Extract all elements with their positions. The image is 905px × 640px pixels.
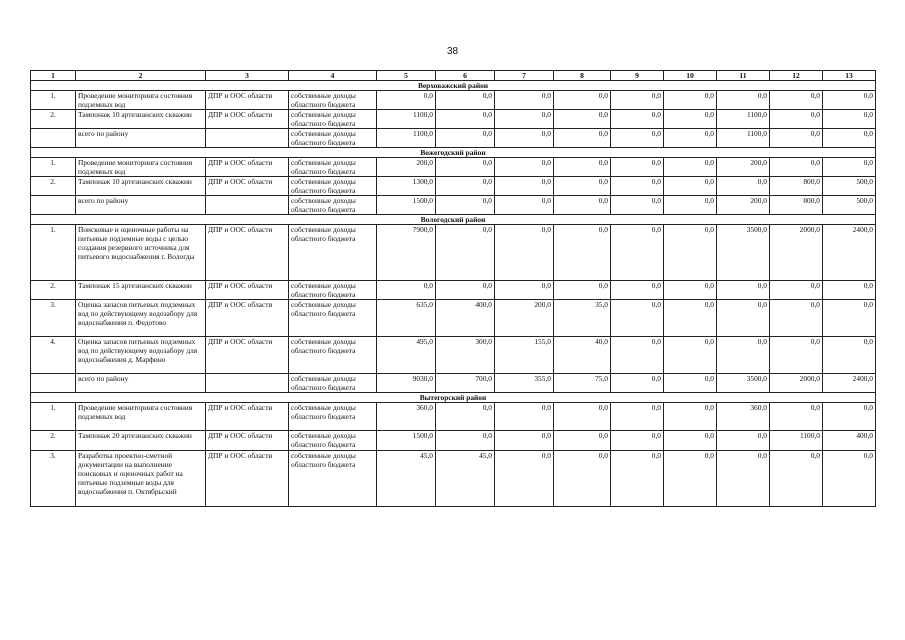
amount-cell: 0,0 [664, 129, 717, 148]
amount-cell: 0,0 [664, 300, 717, 337]
amount-cell: 1100,0 [717, 129, 770, 148]
amount-cell: 0,0 [554, 158, 611, 177]
funding-source: собственные доходы областного бюджета [289, 177, 377, 196]
amount-cell: 0,0 [611, 196, 664, 215]
amount-cell: 0,0 [436, 91, 495, 110]
amount-cell: 0,0 [664, 110, 717, 129]
amount-cell: 0,0 [611, 158, 664, 177]
activity-description: Поисковые и оценочные работы на питьевые подземные воды с целью создания резервного источника для питьевого водоснабжения г. Вологды [76, 225, 206, 281]
amount-cell: 2000,0 [770, 225, 823, 281]
executor: ДПР и ООС области [206, 91, 289, 110]
amount-cell: 0,0 [717, 337, 770, 374]
amount-cell: 0,0 [664, 91, 717, 110]
activity-description: Проведение мониторинга состояния подземных вод [76, 158, 206, 177]
amount-cell: 3500,0 [717, 225, 770, 281]
amount-cell: 0,0 [611, 281, 664, 300]
row-number: 2. [31, 281, 76, 300]
amount-cell: 0,0 [554, 403, 611, 431]
funding-source: собственные доходы областного бюджета [289, 196, 377, 215]
amount-cell: 400,0 [436, 300, 495, 337]
activity-description: всего по району [76, 196, 206, 215]
activity-description: Проведение мониторинга состояния подземных вод [76, 91, 206, 110]
executor: ДПР и ООС области [206, 431, 289, 451]
funding-source: собственные доходы областного бюджета [289, 431, 377, 451]
column-header-row [31, 71, 876, 81]
row-number: 1. [31, 91, 76, 110]
funding-source: собственные доходы областного бюджета [289, 281, 377, 300]
row-number [31, 374, 76, 393]
funding-source: собственные доходы областного бюджета [289, 451, 377, 507]
column-header: 3 [206, 71, 289, 81]
column-header: 11 [717, 71, 770, 81]
amount-cell: 0,0 [823, 451, 876, 507]
funding-source: собственные доходы областного бюджета [289, 403, 377, 431]
amount-cell: 155,0 [495, 337, 554, 374]
amount-cell: 0,0 [823, 403, 876, 431]
district-header-row [31, 215, 876, 225]
amount-cell: 0,0 [770, 91, 823, 110]
amount-cell: 200,0 [377, 158, 436, 177]
activity-description: Разработка проектно-сметной документации на выполнение поисковых и оценочных работ на питьевые подземные воды для водоснабжения п. Октябрьский [76, 451, 206, 507]
amount-cell: 0,0 [611, 431, 664, 451]
amount-cell: 0,0 [495, 177, 554, 196]
amount-cell: 700,0 [436, 374, 495, 393]
amount-cell: 0,0 [611, 337, 664, 374]
activity-description: всего по району [76, 374, 206, 393]
amount-cell: 0,0 [611, 300, 664, 337]
row-number: 1. [31, 158, 76, 177]
amount-cell: 0,0 [377, 281, 436, 300]
column-header: 12 [770, 71, 823, 81]
amount-cell: 45,0 [377, 451, 436, 507]
column-header: 9 [611, 71, 664, 81]
amount-cell: 0,0 [770, 403, 823, 431]
amount-cell: 0,0 [554, 225, 611, 281]
funding-source: собственные доходы областного бюджета [289, 129, 377, 148]
amount-cell: 0,0 [495, 225, 554, 281]
table-row [31, 110, 876, 129]
table-row [31, 337, 876, 374]
amount-cell: 0,0 [823, 281, 876, 300]
amount-cell: 0,0 [770, 300, 823, 337]
column-header: 2 [76, 71, 206, 81]
amount-cell: 0,0 [717, 91, 770, 110]
activity-description: Тампонаж 10 артезианских скважин [76, 110, 206, 129]
table-row [31, 91, 876, 110]
row-number: 2. [31, 177, 76, 196]
activity-description: Тампонаж 20 артезианских скважин [76, 431, 206, 451]
amount-cell: 0,0 [554, 129, 611, 148]
amount-cell: 0,0 [717, 451, 770, 507]
amount-cell: 1100,0 [770, 431, 823, 451]
amount-cell: 0,0 [664, 403, 717, 431]
executor: ДПР и ООС области [206, 177, 289, 196]
funding-source: собственные доходы областного бюджета [289, 374, 377, 393]
amount-cell: 0,0 [554, 196, 611, 215]
amount-cell: 0,0 [664, 225, 717, 281]
amount-cell: 0,0 [495, 403, 554, 431]
amount-cell: 0,0 [823, 110, 876, 129]
activity-description: Тампонаж 10 артезианских скважин [76, 177, 206, 196]
table-row [31, 431, 876, 451]
executor [206, 196, 289, 215]
table-row [31, 281, 876, 300]
amount-cell: 0,0 [436, 110, 495, 129]
row-number: 3. [31, 300, 76, 337]
amount-cell: 0,0 [436, 431, 495, 451]
amount-cell: 0,0 [495, 158, 554, 177]
amount-cell: 0,0 [436, 129, 495, 148]
amount-cell: 0,0 [495, 431, 554, 451]
amount-cell: 1100,0 [717, 110, 770, 129]
amount-cell: 0,0 [823, 158, 876, 177]
executor: ДПР и ООС области [206, 403, 289, 431]
table-row [31, 177, 876, 196]
row-number: 4. [31, 337, 76, 374]
table-row [31, 300, 876, 337]
amount-cell: 0,0 [664, 281, 717, 300]
amount-cell: 0,0 [717, 431, 770, 451]
amount-cell: 360,0 [717, 403, 770, 431]
row-number: 1. [31, 403, 76, 431]
column-header: 8 [554, 71, 611, 81]
amount-cell: 35,0 [554, 300, 611, 337]
executor: ДПР и ООС области [206, 158, 289, 177]
amount-cell: 0,0 [554, 451, 611, 507]
amount-cell: 0,0 [611, 374, 664, 393]
amount-cell: 0,0 [554, 110, 611, 129]
executor: ДПР и ООС области [206, 300, 289, 337]
amount-cell: 0,0 [823, 300, 876, 337]
amount-cell: 0,0 [554, 177, 611, 196]
budget-table [30, 70, 876, 507]
amount-cell: 0,0 [495, 196, 554, 215]
amount-cell: 0,0 [554, 281, 611, 300]
amount-cell: 1300,0 [377, 177, 436, 196]
amount-cell: 800,0 [770, 196, 823, 215]
table-row [31, 158, 876, 177]
funding-source: собственные доходы областного бюджета [289, 337, 377, 374]
amount-cell: 500,0 [823, 196, 876, 215]
amount-cell: 0,0 [611, 129, 664, 148]
amount-cell: 0,0 [436, 158, 495, 177]
row-number [31, 129, 76, 148]
amount-cell: 0,0 [664, 431, 717, 451]
amount-cell: 0,0 [436, 281, 495, 300]
amount-cell: 0,0 [611, 91, 664, 110]
executor: ДПР и ООС области [206, 110, 289, 129]
executor [206, 129, 289, 148]
column-header: 5 [377, 71, 436, 81]
amount-cell: 200,0 [495, 300, 554, 337]
table-row [31, 374, 876, 393]
amount-cell: 0,0 [664, 177, 717, 196]
amount-cell: 0,0 [823, 129, 876, 148]
amount-cell: 45,0 [436, 451, 495, 507]
table-row [31, 225, 876, 281]
amount-cell: 355,0 [495, 374, 554, 393]
table-row [31, 451, 876, 507]
executor: ДПР и ООС области [206, 225, 289, 281]
amount-cell: 0,0 [495, 91, 554, 110]
amount-cell: 0,0 [823, 91, 876, 110]
amount-cell: 400,0 [823, 431, 876, 451]
amount-cell: 2000,0 [770, 374, 823, 393]
amount-cell: 3500,0 [717, 374, 770, 393]
amount-cell: 0,0 [664, 158, 717, 177]
column-header: 6 [436, 71, 495, 81]
amount-cell: 9030,0 [377, 374, 436, 393]
amount-cell: 200,0 [717, 158, 770, 177]
amount-cell: 0,0 [770, 337, 823, 374]
amount-cell: 0,0 [664, 196, 717, 215]
amount-cell: 75,0 [554, 374, 611, 393]
row-number [31, 196, 76, 215]
activity-description: Оценка запасов питьевых подземных вод по действующему водозабору для водоснабжения п. Федотово [76, 300, 206, 337]
district-name: Верховажский район [31, 81, 876, 91]
district-header-row [31, 393, 876, 403]
table-row [31, 129, 876, 148]
amount-cell: 0,0 [495, 129, 554, 148]
funding-source: собственные доходы областного бюджета [289, 300, 377, 337]
amount-cell: 0,0 [664, 451, 717, 507]
amount-cell: 0,0 [770, 129, 823, 148]
column-header: 1 [31, 71, 76, 81]
row-number: 1. [31, 225, 76, 281]
amount-cell: 0,0 [717, 300, 770, 337]
activity-description: Проведение мониторинга состояния подземных вод [76, 403, 206, 431]
column-header: 7 [495, 71, 554, 81]
amount-cell: 0,0 [611, 451, 664, 507]
activity-description: всего по району [76, 129, 206, 148]
amount-cell: 0,0 [611, 403, 664, 431]
row-number: 3. [31, 451, 76, 507]
amount-cell: 0,0 [495, 110, 554, 129]
amount-cell: 0,0 [611, 225, 664, 281]
amount-cell: 7900,0 [377, 225, 436, 281]
amount-cell: 360,0 [377, 403, 436, 431]
amount-cell: 200,0 [717, 196, 770, 215]
amount-cell: 300,0 [436, 337, 495, 374]
executor: ДПР и ООС области [206, 337, 289, 374]
amount-cell: 0,0 [436, 196, 495, 215]
amount-cell: 0,0 [495, 451, 554, 507]
amount-cell: 635,0 [377, 300, 436, 337]
funding-source: собственные доходы областного бюджета [289, 225, 377, 281]
amount-cell: 0,0 [664, 337, 717, 374]
district-header-row [31, 81, 876, 91]
funding-source: собственные доходы областного бюджета [289, 91, 377, 110]
amount-cell: 0,0 [611, 110, 664, 129]
funding-source: собственные доходы областного бюджета [289, 110, 377, 129]
executor: ДПР и ООС области [206, 281, 289, 300]
amount-cell: 0,0 [554, 431, 611, 451]
activity-description: Тампонаж 15 артезианских скважин [76, 281, 206, 300]
amount-cell: 0,0 [770, 281, 823, 300]
amount-cell: 0,0 [554, 91, 611, 110]
district-name: Вожегодский район [31, 148, 876, 158]
amount-cell: 0,0 [611, 177, 664, 196]
executor [206, 374, 289, 393]
column-header: 10 [664, 71, 717, 81]
amount-cell: 0,0 [436, 403, 495, 431]
district-header-row [31, 148, 876, 158]
amount-cell: 0,0 [436, 177, 495, 196]
amount-cell: 495,0 [377, 337, 436, 374]
column-header: 13 [823, 71, 876, 81]
amount-cell: 0,0 [664, 374, 717, 393]
amount-cell: 0,0 [770, 451, 823, 507]
amount-cell: 800,0 [770, 177, 823, 196]
row-number: 2. [31, 110, 76, 129]
table-row [31, 403, 876, 431]
district-name: Вытегорский район [31, 393, 876, 403]
column-header: 4 [289, 71, 377, 81]
amount-cell: 0,0 [823, 337, 876, 374]
amount-cell: 500,0 [823, 177, 876, 196]
page-number: 38 [446, 46, 459, 57]
amount-cell: 2400,0 [823, 374, 876, 393]
amount-cell: 0,0 [717, 177, 770, 196]
amount-cell: 0,0 [770, 110, 823, 129]
amount-cell: 2400,0 [823, 225, 876, 281]
amount-cell: 0,0 [377, 91, 436, 110]
amount-cell: 0,0 [495, 281, 554, 300]
table-body [31, 71, 876, 507]
amount-cell: 0,0 [770, 158, 823, 177]
amount-cell: 1500,0 [377, 196, 436, 215]
row-number: 2. [31, 431, 76, 451]
amount-cell: 1100,0 [377, 129, 436, 148]
activity-description: Оценка запасов питьевых подземных вод по действующему водозабору для водоснабжения д. Марфино [76, 337, 206, 374]
amount-cell: 0,0 [436, 225, 495, 281]
district-name: Вологодский район [31, 215, 876, 225]
funding-source: собственные доходы областного бюджета [289, 158, 377, 177]
table-row [31, 196, 876, 215]
amount-cell: 40,0 [554, 337, 611, 374]
amount-cell: 1100,0 [377, 110, 436, 129]
amount-cell: 1500,0 [377, 431, 436, 451]
amount-cell: 0,0 [717, 281, 770, 300]
executor: ДПР и ООС области [206, 451, 289, 507]
